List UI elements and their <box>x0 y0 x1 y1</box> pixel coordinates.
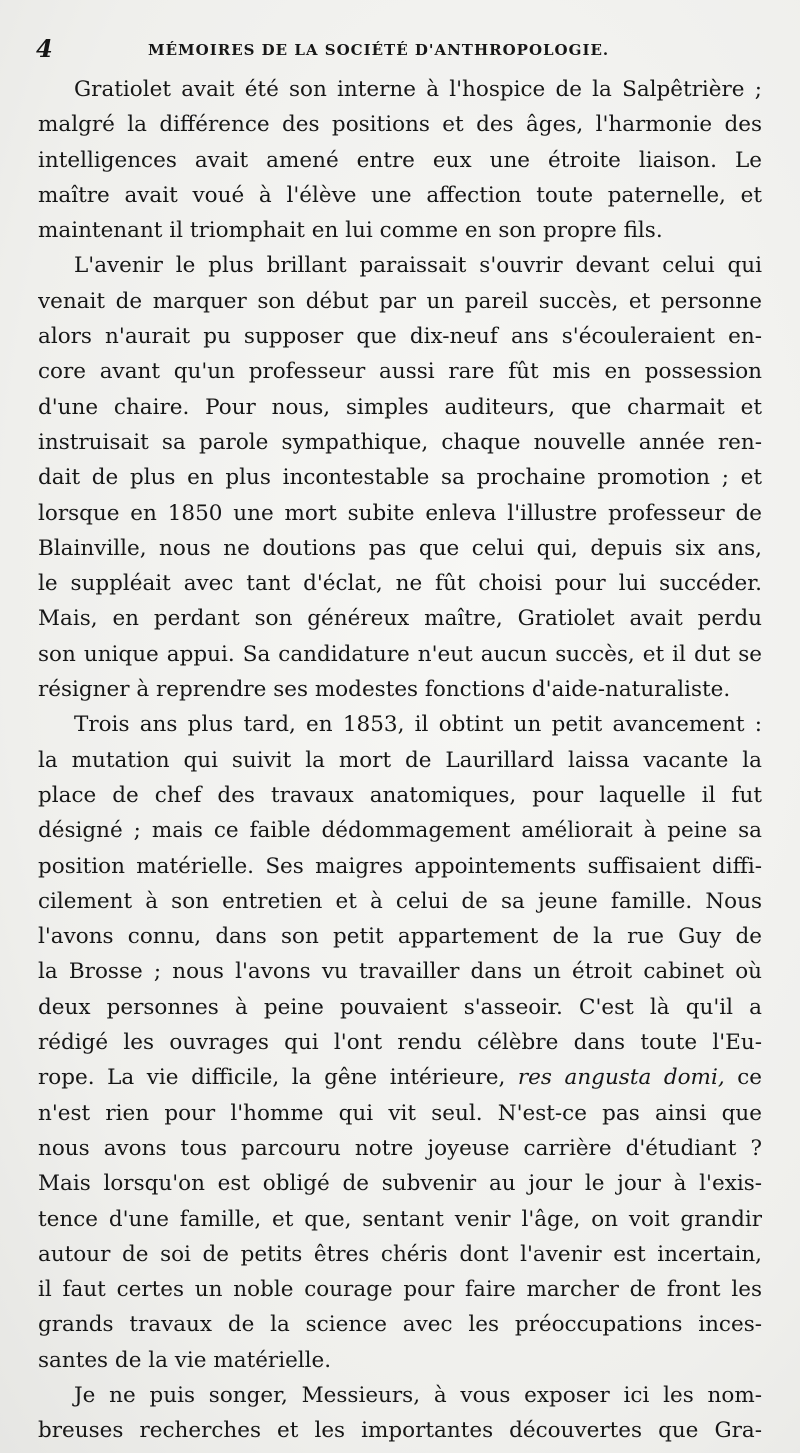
text-line <box>38 1378 762 1413</box>
text-line <box>38 743 762 778</box>
text-line <box>38 954 762 989</box>
text-line <box>38 284 762 319</box>
line-text: dait de plus en plus incontestable sa prochaine promotion ; et <box>38 465 762 491</box>
text-line <box>38 990 762 1025</box>
line-text: core avant qu'un professeur aussi rare fût mis en possession <box>38 359 762 385</box>
line-text: autour de soi de petits êtres chéris dont l'avenir est incertain, <box>38 1241 762 1267</box>
line-text: malgré la différence des positions et des âges, l'harmonie des <box>38 112 762 138</box>
text-line <box>38 107 762 142</box>
text-line <box>38 1166 762 1201</box>
text-line <box>38 601 762 636</box>
text-line <box>38 1025 762 1060</box>
line-text: instruisait sa parole sympathique, chaque nouvelle année ren- <box>38 429 762 455</box>
line-text: Trois ans plus tard, en 1853, il obtint un petit avancement : <box>74 712 762 738</box>
text-line <box>38 566 762 601</box>
line-text: place de chef des travaux anatomiques, pour laquelle il fut <box>38 782 762 808</box>
line-text: cilement à son entretien et à celui de sa jeune famille. Nous <box>38 888 762 914</box>
text-line <box>38 1237 762 1272</box>
line-text: la mutation qui suivit la mort de Laurillard laissa vacante la <box>38 747 762 773</box>
line-text: alors n'aurait pu supposer que dix-neuf ans s'écouleraient en- <box>38 324 762 350</box>
line-text: maître avait voué à l'élève une affection toute paternelle, et <box>38 182 762 208</box>
line-text: tence d'une famille, et que, sentant venir l'âge, on voit grandir <box>38 1206 762 1232</box>
line-text: position matérielle. Ses maigres appointements suffisaient diffi- <box>38 853 762 879</box>
text-line <box>38 390 762 425</box>
page-number: 4 <box>36 34 53 63</box>
line-text: son unique appui. Sa candidature n'eut aucun succès, et il dut se <box>38 641 762 667</box>
text-line <box>38 354 762 389</box>
line-text: il faut certes un noble courage pour faire marcher de front les <box>38 1277 762 1303</box>
line-text: L'avenir le plus brillant paraissait s'ouvrir devant celui qui <box>74 253 762 279</box>
text-line <box>38 213 762 248</box>
line-text: breuses recherches et les importantes découvertes que Gra- <box>38 1418 762 1444</box>
text-line <box>38 72 762 107</box>
text-line <box>38 178 762 213</box>
line-text-after: ce <box>724 1065 762 1091</box>
text-line <box>38 248 762 283</box>
text-line <box>38 1131 762 1166</box>
line-text: Blainville, nous ne doutions pas que celui qui, depuis six ans, <box>38 535 762 561</box>
line-text: rédigé les ouvrages qui l'ont rendu célèbre dans toute l'Eu- <box>38 1030 762 1056</box>
line-text: Je ne puis songer, Messieurs, à vous exposer ici les nom- <box>74 1382 762 1408</box>
text-line <box>38 1413 762 1448</box>
text-line <box>38 319 762 354</box>
line-text: d'une chaire. Pour nous, simples auditeurs, que charmait et <box>38 394 762 420</box>
text-line <box>38 460 762 495</box>
line-text: le suppléait avec tant d'éclat, ne fût choisi pour lui succéder. <box>38 571 762 597</box>
text-line <box>38 496 762 531</box>
page-header <box>36 34 766 64</box>
line-text: Mais, en perdant son généreux maître, Gratiolet avait perdu <box>38 606 762 632</box>
text-line <box>38 672 762 707</box>
text-line <box>38 884 762 919</box>
line-text: intelligences avait amené entre eux une étroite liaison. Le <box>38 147 762 173</box>
line-text: lorsque en 1850 une mort subite enleva l'illustre professeur de <box>38 500 762 526</box>
line-text: désigné ; mais ce faible dédommagement améliorait à peine sa <box>38 818 762 844</box>
body-text <box>38 72 762 1449</box>
text-line <box>38 707 762 742</box>
text-line <box>38 1096 762 1131</box>
line-text: Mais lorsqu'on est obligé de subvenir au jour le jour à l'exis- <box>38 1171 762 1197</box>
line-text: venait de marquer son début par un pareil succès, et personne <box>38 288 762 314</box>
text-line <box>38 1272 762 1307</box>
line-text: rope. La vie difficile, la gêne intérieure, <box>38 1065 518 1091</box>
text-line <box>38 849 762 884</box>
text-line <box>38 1307 762 1342</box>
text-line <box>38 1060 762 1095</box>
line-text: grands travaux de la science avec les préoccupations inces- <box>38 1312 762 1338</box>
text-line <box>38 813 762 848</box>
line-text: résigner à reprendre ses modestes fonctions d'aide-naturaliste. <box>38 677 731 703</box>
line-text: santes de la vie matérielle. <box>38 1347 332 1373</box>
text-line <box>38 425 762 460</box>
running-head: MÉMOIRES DE LA SOCIÉTÉ D'ANTHROPOLOGIE. <box>148 41 610 59</box>
text-line <box>38 143 762 178</box>
text-line <box>38 919 762 954</box>
text-line <box>38 1343 762 1378</box>
line-text: la Brosse ; nous l'avons vu travailler dans un étroit cabinet où <box>38 959 762 985</box>
text-line <box>38 531 762 566</box>
line-text: Gratiolet avait été son interne à l'hospice de la Salpêtrière ; <box>74 77 762 102</box>
text-line <box>38 778 762 813</box>
text-line <box>38 1202 762 1237</box>
line-text: n'est rien pour l'homme qui vit seul. N'est-ce pas ainsi que <box>38 1100 762 1126</box>
line-text: maintenant il triomphait en lui comme en son propre fils. <box>38 218 663 244</box>
italic-phrase: res angusta domi, <box>517 1065 725 1091</box>
text-line <box>38 637 762 672</box>
line-text: nous avons tous parcouru notre joyeuse carrière d'étudiant ? <box>38 1135 762 1161</box>
line-text: l'avons connu, dans son petit appartement de la rue Guy de <box>38 924 762 950</box>
line-text: deux personnes à peine pouvaient s'asseoir. C'est là qu'il a <box>38 994 762 1020</box>
